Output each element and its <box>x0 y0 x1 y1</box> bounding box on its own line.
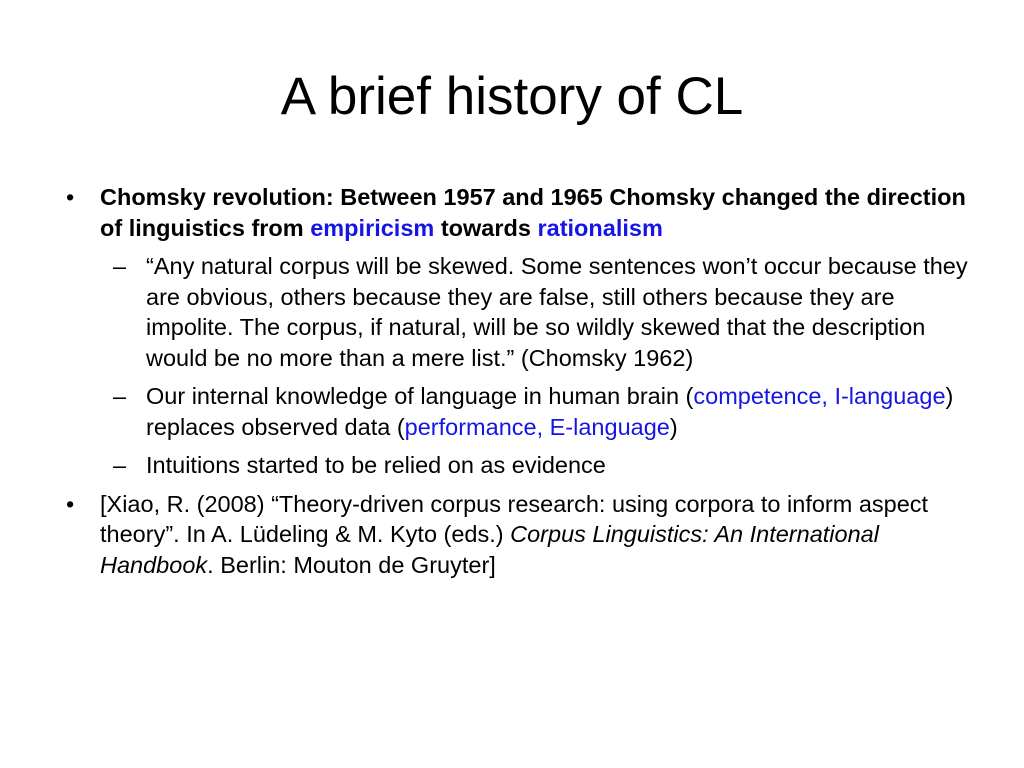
slide-body <box>60 182 980 580</box>
sub-bullet-text: Our internal knowledge of language in human brain ( <box>146 383 694 409</box>
bullet-marker: • <box>66 490 75 517</box>
slide-title: A brief history of CL <box>280 67 744 126</box>
sub-bullet-marker: – <box>113 383 127 409</box>
bullet-text-towards: towards <box>434 214 538 241</box>
sub-bullet-marker: – <box>113 253 127 279</box>
reference-publisher: . Berlin: Mouton de Gruyter] <box>207 551 496 578</box>
sub-bullet-text-close: ) <box>669 413 678 440</box>
sub-bullet-text: Intuitions started to be relied on as evidence <box>146 452 606 478</box>
term-competence: competence, I-language <box>693 383 946 409</box>
sub-bullet-competence <box>60 381 980 442</box>
term-performance: performance, E-language <box>404 413 670 440</box>
term-rationalism: rationalism <box>537 214 663 241</box>
bullet-chomsky-revolution <box>60 182 980 243</box>
bullet-marker: • <box>66 184 75 210</box>
sub-bullet-marker: – <box>113 452 127 478</box>
term-empiricism: empiricism <box>310 214 435 241</box>
quote-text: “Any natural corpus will be skewed. Some sentences won’t occur because they are obvious, others because they are false, still others because they are impolite. The corpus, if natural, will be so wildly skewed that the description would be no more than a mere list.” (Chomsky 1962) <box>146 253 968 371</box>
bullet-text: Chomsky revolution: Between 1957 and 1965 Chomsky changed the direction of linguistics from <box>100 184 966 241</box>
sub-bullet-intuitions <box>60 450 980 481</box>
bullet-reference <box>60 489 980 581</box>
reference-book-title: Corpus Linguistics: An International Handbook <box>100 521 879 578</box>
reference-text: [Xiao, R. (2008) “Theory-driven corpus research: using corpora to inform aspect theory”. In A. Lüdeling & M. Kyto (eds.) <box>100 490 929 547</box>
sub-bullet-chomsky-quote <box>60 251 980 373</box>
sub-bullet-text-replaces: ) replaces observed data ( <box>146 383 954 440</box>
